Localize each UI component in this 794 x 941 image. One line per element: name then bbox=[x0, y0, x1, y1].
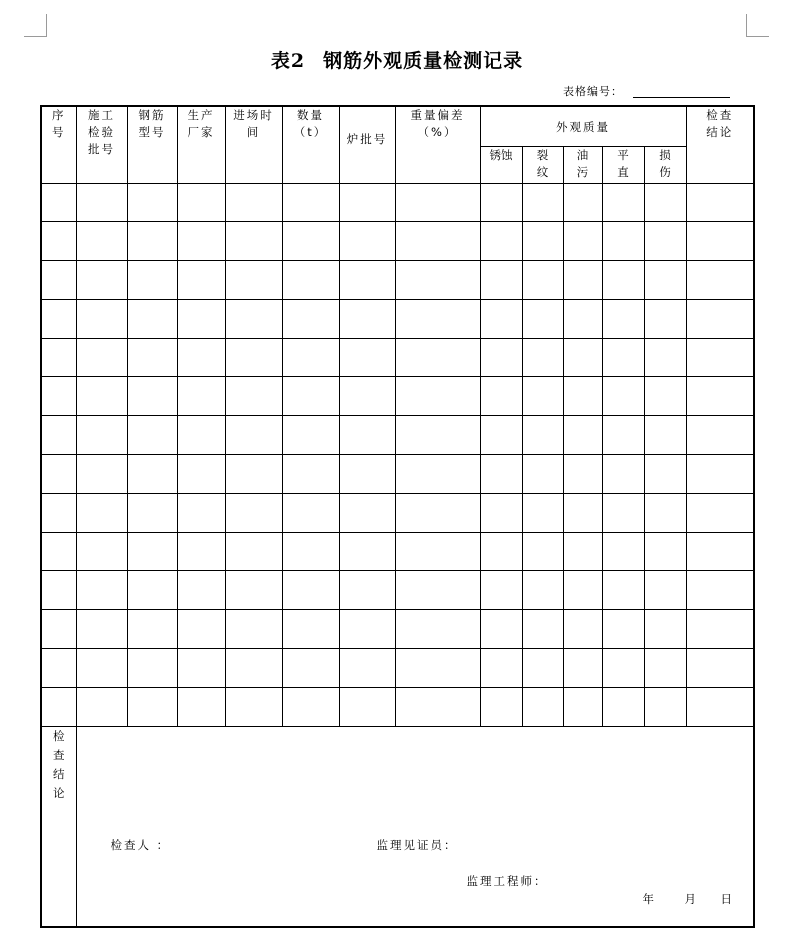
table-cell[interactable] bbox=[225, 532, 282, 571]
table-cell[interactable] bbox=[282, 338, 339, 377]
table-cell[interactable] bbox=[225, 261, 282, 300]
table-cell[interactable] bbox=[282, 493, 339, 532]
table-cell[interactable] bbox=[339, 610, 395, 649]
table-cell[interactable] bbox=[563, 338, 602, 377]
table-row bbox=[41, 183, 754, 222]
table-cell[interactable] bbox=[686, 183, 754, 222]
table-cell[interactable] bbox=[563, 261, 602, 300]
table-cell[interactable] bbox=[177, 338, 225, 377]
table-cell[interactable] bbox=[282, 416, 339, 455]
table-cell[interactable] bbox=[282, 571, 339, 610]
table-cell[interactable] bbox=[644, 649, 686, 688]
table-cell[interactable] bbox=[522, 416, 563, 455]
table-cell[interactable] bbox=[41, 183, 76, 222]
table-cell[interactable] bbox=[177, 610, 225, 649]
table-cell[interactable] bbox=[177, 649, 225, 688]
table-cell[interactable] bbox=[177, 377, 225, 416]
table-cell[interactable] bbox=[225, 571, 282, 610]
table-cell[interactable] bbox=[76, 532, 127, 571]
table-cell[interactable] bbox=[76, 687, 127, 726]
table-cell[interactable] bbox=[282, 299, 339, 338]
table-cell[interactable] bbox=[563, 493, 602, 532]
table-cell[interactable] bbox=[41, 571, 76, 610]
table-cell[interactable] bbox=[522, 571, 563, 610]
table-row bbox=[41, 687, 754, 726]
table-cell[interactable] bbox=[644, 183, 686, 222]
table-cell[interactable] bbox=[522, 532, 563, 571]
table-cell[interactable] bbox=[225, 338, 282, 377]
header-heat-no: 炉批号 bbox=[339, 106, 395, 183]
table-cell[interactable] bbox=[563, 416, 602, 455]
table-cell[interactable] bbox=[602, 377, 644, 416]
table-cell[interactable] bbox=[686, 416, 754, 455]
table-cell[interactable] bbox=[76, 416, 127, 455]
table-cell[interactable] bbox=[225, 649, 282, 688]
table-cell[interactable] bbox=[480, 455, 522, 494]
table-cell[interactable] bbox=[644, 493, 686, 532]
date-year: 年 bbox=[642, 891, 656, 906]
table-cell[interactable] bbox=[480, 649, 522, 688]
table-cell[interactable] bbox=[339, 687, 395, 726]
table-cell[interactable] bbox=[686, 571, 754, 610]
table-cell[interactable] bbox=[127, 532, 177, 571]
table-cell[interactable] bbox=[686, 687, 754, 726]
table-cell[interactable] bbox=[177, 571, 225, 610]
table-row bbox=[41, 493, 754, 532]
table-cell[interactable] bbox=[686, 261, 754, 300]
table-cell[interactable] bbox=[76, 571, 127, 610]
supervision-witness-label: 监理见证员： bbox=[376, 837, 458, 852]
table-cell[interactable] bbox=[522, 649, 563, 688]
date-day: 日 bbox=[720, 891, 734, 906]
header-appearance-quality: 外观质量 bbox=[480, 106, 686, 146]
table-cell[interactable] bbox=[480, 493, 522, 532]
form-number-field bbox=[563, 83, 623, 99]
table-cell[interactable] bbox=[41, 416, 76, 455]
table-cell[interactable] bbox=[41, 338, 76, 377]
table-cell[interactable] bbox=[127, 610, 177, 649]
table-cell[interactable] bbox=[395, 299, 480, 338]
table-cell[interactable] bbox=[339, 532, 395, 571]
table-cell[interactable] bbox=[339, 222, 395, 261]
table-cell[interactable] bbox=[41, 377, 76, 416]
table-cell[interactable] bbox=[602, 261, 644, 300]
table-cell[interactable] bbox=[522, 455, 563, 494]
table-cell[interactable] bbox=[644, 222, 686, 261]
table-cell[interactable] bbox=[339, 299, 395, 338]
table-cell[interactable] bbox=[644, 416, 686, 455]
table-cell[interactable] bbox=[282, 687, 339, 726]
table-cell[interactable] bbox=[395, 338, 480, 377]
table-cell[interactable] bbox=[76, 649, 127, 688]
table-cell[interactable] bbox=[395, 532, 480, 571]
table-cell[interactable] bbox=[127, 338, 177, 377]
table-cell[interactable] bbox=[563, 299, 602, 338]
table-cell[interactable] bbox=[686, 299, 754, 338]
table-cell[interactable] bbox=[225, 455, 282, 494]
header-batch-no: 施工 检验 批号 bbox=[76, 106, 127, 183]
table-cell[interactable] bbox=[339, 377, 395, 416]
table-cell[interactable] bbox=[395, 610, 480, 649]
table-cell[interactable] bbox=[41, 649, 76, 688]
table-cell[interactable] bbox=[480, 571, 522, 610]
table-cell[interactable] bbox=[395, 183, 480, 222]
table-cell[interactable] bbox=[644, 455, 686, 494]
table-cell[interactable] bbox=[41, 493, 76, 532]
table-cell[interactable] bbox=[522, 222, 563, 261]
table-cell[interactable] bbox=[41, 532, 76, 571]
table-cell[interactable] bbox=[563, 571, 602, 610]
table-cell[interactable] bbox=[76, 455, 127, 494]
table-cell[interactable] bbox=[127, 687, 177, 726]
table-cell[interactable] bbox=[563, 222, 602, 261]
table-cell[interactable] bbox=[395, 687, 480, 726]
date-month: 月 bbox=[684, 891, 698, 906]
table-cell[interactable] bbox=[602, 649, 644, 688]
table-cell[interactable] bbox=[602, 299, 644, 338]
table-cell[interactable] bbox=[127, 416, 177, 455]
table-cell[interactable] bbox=[41, 261, 76, 300]
table-cell[interactable] bbox=[395, 222, 480, 261]
table-cell[interactable] bbox=[602, 493, 644, 532]
table-cell[interactable] bbox=[127, 299, 177, 338]
table-cell[interactable] bbox=[127, 493, 177, 532]
table-cell[interactable] bbox=[563, 687, 602, 726]
header-straightness: 平 直 bbox=[602, 146, 644, 183]
table-cell[interactable] bbox=[395, 261, 480, 300]
table-cell[interactable] bbox=[282, 455, 339, 494]
table-cell[interactable] bbox=[480, 687, 522, 726]
table-row bbox=[41, 610, 754, 649]
table-cell[interactable] bbox=[76, 183, 127, 222]
table-cell[interactable] bbox=[522, 183, 563, 222]
table-cell[interactable] bbox=[225, 377, 282, 416]
table-name: 钢筋外观质量检测记录 bbox=[323, 50, 524, 72]
header-cracks: 裂 纹 bbox=[522, 146, 563, 183]
table-cell[interactable] bbox=[480, 377, 522, 416]
table-cell[interactable] bbox=[339, 571, 395, 610]
inspection-record-table bbox=[40, 105, 755, 928]
table-cell[interactable] bbox=[602, 416, 644, 455]
table-cell[interactable] bbox=[76, 377, 127, 416]
table-cell[interactable] bbox=[563, 455, 602, 494]
table-cell[interactable] bbox=[686, 338, 754, 377]
supervising-engineer-label: 监理工程师： bbox=[466, 873, 548, 888]
table-cell[interactable] bbox=[563, 532, 602, 571]
table-cell[interactable] bbox=[395, 455, 480, 494]
table-cell[interactable] bbox=[602, 610, 644, 649]
table-cell[interactable] bbox=[644, 338, 686, 377]
table-cell[interactable] bbox=[563, 649, 602, 688]
header-entry-time: 进场时 间 bbox=[225, 106, 282, 183]
table-cell[interactable] bbox=[282, 610, 339, 649]
table-cell[interactable] bbox=[177, 493, 225, 532]
table-row bbox=[41, 338, 754, 377]
table-cell[interactable] bbox=[686, 649, 754, 688]
table-cell[interactable] bbox=[686, 222, 754, 261]
table-cell[interactable] bbox=[177, 183, 225, 222]
table-row bbox=[41, 649, 754, 688]
table-cell[interactable] bbox=[76, 610, 127, 649]
table-cell[interactable] bbox=[480, 416, 522, 455]
table-cell[interactable] bbox=[76, 222, 127, 261]
table-cell[interactable] bbox=[339, 455, 395, 494]
table-cell[interactable] bbox=[127, 261, 177, 300]
table-cell[interactable] bbox=[282, 222, 339, 261]
header-oil-stains: 油 污 bbox=[563, 146, 602, 183]
header-rust: 锈蚀 bbox=[480, 146, 522, 183]
table-cell[interactable] bbox=[225, 687, 282, 726]
conclusion-area[interactable] bbox=[76, 726, 754, 927]
table-row bbox=[41, 571, 754, 610]
table-cell[interactable] bbox=[127, 455, 177, 494]
table-cell[interactable] bbox=[522, 261, 563, 300]
table-cell[interactable] bbox=[339, 416, 395, 455]
table-cell[interactable] bbox=[76, 338, 127, 377]
table-row bbox=[41, 222, 754, 261]
table-cell[interactable] bbox=[686, 493, 754, 532]
table-row bbox=[41, 377, 754, 416]
table-cell[interactable] bbox=[522, 610, 563, 649]
table-cell[interactable] bbox=[76, 493, 127, 532]
table-cell[interactable] bbox=[602, 183, 644, 222]
table-cell[interactable] bbox=[480, 338, 522, 377]
table-cell[interactable] bbox=[177, 261, 225, 300]
table-cell[interactable] bbox=[127, 377, 177, 416]
table-cell[interactable] bbox=[282, 377, 339, 416]
table-cell[interactable] bbox=[127, 183, 177, 222]
table-cell[interactable] bbox=[602, 532, 644, 571]
document-title bbox=[0, 46, 794, 73]
table-cell[interactable] bbox=[282, 261, 339, 300]
table-cell[interactable] bbox=[480, 610, 522, 649]
table-cell[interactable] bbox=[41, 222, 76, 261]
table-cell[interactable] bbox=[480, 532, 522, 571]
table-cell[interactable] bbox=[339, 183, 395, 222]
table-cell[interactable] bbox=[395, 649, 480, 688]
table-cell[interactable] bbox=[480, 222, 522, 261]
table-cell[interactable] bbox=[686, 532, 754, 571]
table-cell[interactable] bbox=[395, 416, 480, 455]
table-cell[interactable] bbox=[644, 687, 686, 726]
table-cell[interactable] bbox=[602, 687, 644, 726]
table-cell[interactable] bbox=[339, 493, 395, 532]
table-cell[interactable] bbox=[644, 532, 686, 571]
table-cell[interactable] bbox=[177, 299, 225, 338]
table-cell[interactable] bbox=[644, 610, 686, 649]
table-row bbox=[41, 532, 754, 571]
table-cell[interactable] bbox=[644, 299, 686, 338]
table-cell[interactable] bbox=[225, 493, 282, 532]
form-number-label: 表格编号： bbox=[563, 85, 623, 98]
table-cell[interactable] bbox=[127, 222, 177, 261]
table-cell[interactable] bbox=[225, 222, 282, 261]
table-cell[interactable] bbox=[563, 377, 602, 416]
table-cell[interactable] bbox=[480, 183, 522, 222]
table-cell[interactable] bbox=[686, 610, 754, 649]
table-cell[interactable] bbox=[395, 377, 480, 416]
table-cell[interactable] bbox=[522, 299, 563, 338]
table-cell[interactable] bbox=[686, 455, 754, 494]
table-cell[interactable] bbox=[602, 571, 644, 610]
table-cell[interactable] bbox=[395, 571, 480, 610]
table-cell[interactable] bbox=[644, 571, 686, 610]
table-cell[interactable] bbox=[41, 299, 76, 338]
table-cell[interactable] bbox=[395, 493, 480, 532]
table-cell[interactable] bbox=[480, 299, 522, 338]
table-row bbox=[41, 299, 754, 338]
page-corner-mark-top-left bbox=[24, 14, 47, 37]
table-cell[interactable] bbox=[282, 183, 339, 222]
header-rebar-type: 钢筋 型号 bbox=[127, 106, 177, 183]
table-cell[interactable] bbox=[522, 377, 563, 416]
table-cell[interactable] bbox=[127, 571, 177, 610]
conclusion-label: 检查结论 bbox=[41, 726, 76, 927]
table-row bbox=[41, 416, 754, 455]
header-quantity: 数量 （t） bbox=[282, 106, 339, 183]
table-cell[interactable] bbox=[225, 416, 282, 455]
table-cell[interactable] bbox=[602, 338, 644, 377]
table-cell[interactable] bbox=[127, 649, 177, 688]
table-cell[interactable] bbox=[563, 183, 602, 222]
table-cell[interactable] bbox=[339, 261, 395, 300]
header-weight-deviation: 重量偏差 （%） bbox=[395, 106, 480, 183]
table-cell[interactable] bbox=[522, 687, 563, 726]
header-damage: 损 伤 bbox=[644, 146, 686, 183]
table-cell[interactable] bbox=[644, 261, 686, 300]
table-cell[interactable] bbox=[225, 299, 282, 338]
table-cell[interactable] bbox=[686, 377, 754, 416]
table-number: 表2 bbox=[270, 50, 306, 72]
table-cell[interactable] bbox=[522, 493, 563, 532]
table-cell[interactable] bbox=[41, 455, 76, 494]
table-cell[interactable] bbox=[644, 377, 686, 416]
header-conclusion: 检查 结论 bbox=[686, 106, 754, 183]
table-cell[interactable] bbox=[76, 261, 127, 300]
table-cell[interactable] bbox=[282, 649, 339, 688]
header-seq: 序 号 bbox=[41, 106, 76, 183]
table-cell[interactable] bbox=[41, 687, 76, 726]
table-cell[interactable] bbox=[602, 222, 644, 261]
table-row bbox=[41, 455, 754, 494]
table-cell[interactable] bbox=[522, 338, 563, 377]
table-cell[interactable] bbox=[177, 222, 225, 261]
page-corner-mark-top-right bbox=[746, 14, 769, 37]
table-cell[interactable] bbox=[177, 532, 225, 571]
table-cell[interactable] bbox=[177, 416, 225, 455]
table-cell[interactable] bbox=[41, 610, 76, 649]
table-cell[interactable] bbox=[225, 610, 282, 649]
table-cell[interactable] bbox=[563, 610, 602, 649]
form-number-blank[interactable] bbox=[633, 97, 730, 98]
table-cell[interactable] bbox=[602, 455, 644, 494]
table-cell[interactable] bbox=[480, 261, 522, 300]
table-cell[interactable] bbox=[339, 649, 395, 688]
table-cell[interactable] bbox=[177, 455, 225, 494]
table-cell[interactable] bbox=[76, 299, 127, 338]
inspector-label: 检查人 ： bbox=[110, 837, 171, 852]
table-cell[interactable] bbox=[282, 532, 339, 571]
header-manufacturer: 生产 厂家 bbox=[177, 106, 225, 183]
table-cell[interactable] bbox=[177, 687, 225, 726]
table-row bbox=[41, 261, 754, 300]
table-cell[interactable] bbox=[339, 338, 395, 377]
table-cell[interactable] bbox=[225, 183, 282, 222]
